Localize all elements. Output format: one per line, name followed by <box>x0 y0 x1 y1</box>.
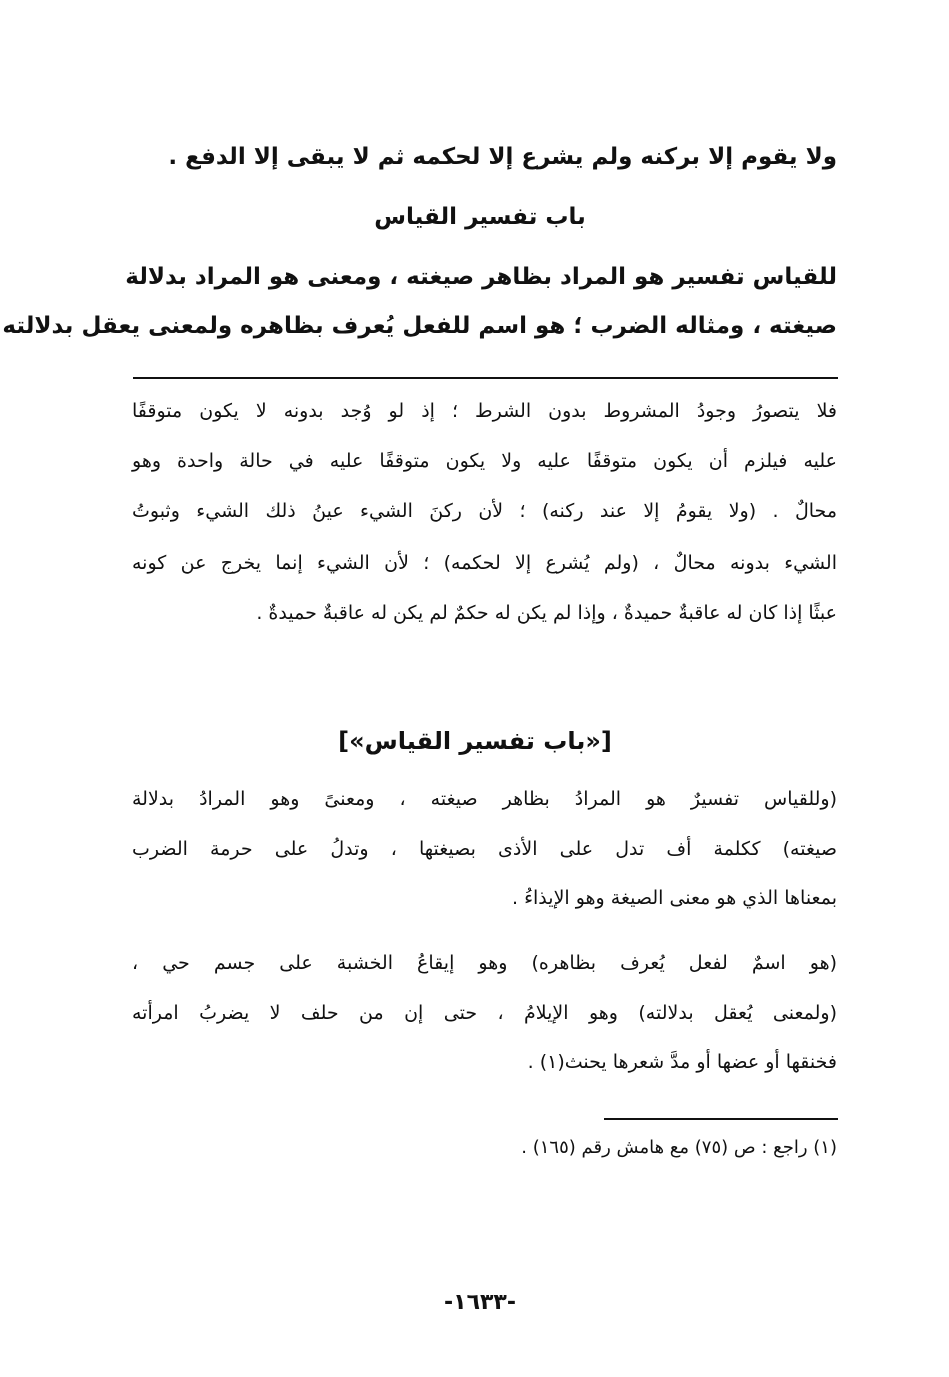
commentary-top-line-3: محالٌ . (ولا يقومُ إلا عند ركنه) ؛ لأن ركنَ الشيء عينُ ذلك الشيء وثبوتُ <box>132 500 837 522</box>
section-heading: [«باب تفسير القياس»] <box>338 727 612 755</box>
para2-line-3: فخنقها أو عضها أو مدَّ شعرها يحنث(١) . <box>527 1051 837 1073</box>
matn-divider <box>133 377 838 379</box>
matn-line-1: ولا يقوم إلا بركنه ولم يشرع إلا لحكمه ثم لا يبقى إلا الدفع . <box>168 144 837 170</box>
matn-line-3: صيغته ، ومثاله الضرب ؛ هو اسم للفعل يُعرف بظاهره ولمعنى يعقل بدلالته <box>2 313 837 339</box>
para1-line-3: بمعناها الذي هو معنى الصيغة وهو الإيذاءُ . <box>512 887 837 909</box>
para2-line-2: (ولمعنى يُعقل بدلالته) وهو الإيلامُ ، حتى إن من حلف لا يضربُ امرأته <box>132 1002 837 1024</box>
para1-line-2: صيغته) ككلمة أف تدل على الأذى بصيغتها ، وتدلُ على حرمة الضرب <box>132 838 837 860</box>
commentary-top-line-2: عليه فيلزم أن يكون متوقفًا عليه ولا يكون متوقفًا عليه في حالة واحدة وهو <box>132 450 837 472</box>
commentary-top-line-5: عبثًا إذا كان له عاقبةٌ حميدةٌ ، وإذا لم يكن له حكمٌ لم يكن له عاقبةٌ حميدةٌ . <box>256 602 837 624</box>
para1-line-1: (وللقياس تفسيرٌ هو المرادُ بظاهر صيغته ، ومعنىً وهو المرادُ بدلالة <box>132 788 837 810</box>
commentary-top-line-4: الشيء بدونه محالٌ ، (ولم يُشرع إلا لحكمه) ؛ لأن الشيء إنما يخرج عن كونه <box>132 552 837 574</box>
para2-line-1: (هو اسمٌ لفعل يُعرف بظاهره) وهو إيقاعُ الخشبة على جسم حي ، <box>132 952 837 974</box>
commentary-top-line-1: فلا يتصورُ وجودُ المشروط بدون الشرط ؛ إذ لو وُجد بدونه لا يكون متوقفًا <box>132 400 837 422</box>
page-number: -١٦٣٣- <box>444 1290 516 1315</box>
footnote-divider <box>604 1118 838 1120</box>
footnote: (١) راجع : ص (٧٥) مع هامش رقم (١٦٥) . <box>521 1137 837 1158</box>
matn-line-2: للقياس تفسير هو المراد بظاهر صيغته ، ومعنى هو المراد بدلالة <box>125 264 837 290</box>
matn-heading: باب تفسير القياس <box>374 204 586 230</box>
